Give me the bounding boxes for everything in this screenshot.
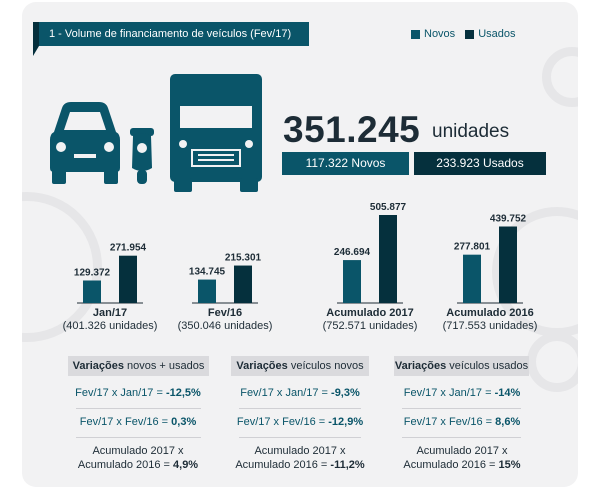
- row-separator: [239, 408, 361, 409]
- variation-value: 4,9%: [173, 459, 199, 471]
- variation-value: -9,3%: [331, 387, 360, 399]
- variation-row: [225, 444, 375, 472]
- variation-row: [225, 415, 375, 429]
- variation-text: Fev/17 x Jan/17 =: [240, 387, 332, 399]
- variations-header-rest: veículos usados: [446, 360, 529, 372]
- value-label-novos-acumulado-2017: 246.694: [333, 247, 371, 259]
- value-label-usados-jan-17: 271.954: [109, 242, 147, 254]
- variation-text: Acumulado 2016 =: [403, 459, 499, 471]
- variation-text: Fev/17 x Jan/17 =: [403, 387, 495, 399]
- bar-usados-fev-16: [234, 266, 252, 303]
- variation-row: [63, 386, 213, 400]
- legend-label-usados: Usados: [478, 28, 516, 40]
- value-label-novos-fev-16: 134.745: [188, 266, 226, 278]
- variations-header-rest: veículos novos: [287, 360, 364, 372]
- variation-row: [387, 415, 537, 429]
- variations-header: [394, 356, 529, 376]
- value-label-novos-acumulado-2016: 277.801: [453, 241, 491, 253]
- variation-row: [63, 444, 213, 472]
- variations-header-bold: Variações: [394, 360, 447, 372]
- variations-header-rest: novos + usados: [123, 360, 205, 372]
- variation-value: -12,9%: [328, 416, 364, 428]
- novos-total-box: 117.322 Novos: [282, 152, 409, 175]
- variations-header: [68, 356, 209, 376]
- group-subtitle-acumulado-2017: (752.571 unidades): [322, 320, 418, 332]
- variation-value: -11,2%: [330, 459, 365, 471]
- variation-text: Acumulado 2016 =: [77, 459, 174, 471]
- group-label-jan-17: Jan/17: [92, 307, 128, 319]
- total-units-label: unidades: [432, 121, 510, 142]
- group-subtitle-acumulado-2016: (717.553 unidades): [442, 320, 538, 332]
- variation-text: Acumulado 2017 x: [254, 445, 346, 457]
- variation-row: [387, 444, 537, 472]
- group-label-acumulado-2016: Acumulado 2016: [446, 307, 534, 319]
- row-separator: [402, 408, 521, 409]
- bar-usados-acumulado-2016: [499, 227, 517, 303]
- variation-value: -14%: [494, 387, 521, 399]
- variation-value: 15%: [498, 459, 521, 471]
- usados-total-box: 233.923 Usados: [414, 152, 546, 175]
- variations-header-bold: Variações: [72, 360, 124, 372]
- row-separator: [402, 437, 521, 438]
- variation-text-line2: [225, 458, 375, 472]
- variation-row: [387, 386, 537, 400]
- row-separator: [76, 408, 201, 409]
- variation-text: Fev/17 x Jan/17 =: [75, 387, 166, 399]
- variations-header-bold: Variações: [236, 360, 288, 372]
- row-separator: [239, 437, 361, 438]
- variation-text: Fev/17 x Fev/16 =: [236, 416, 329, 428]
- group-subtitle-fev-16: (350.046 unidades): [177, 320, 273, 332]
- chart-title: 1 - Volume de financiamento de veículos (Fev/17): [33, 22, 309, 46]
- variation-value: 0,3%: [171, 416, 197, 428]
- bar-usados-acumulado-2017: [379, 215, 397, 303]
- value-label-usados-acumulado-2016: 439.752: [489, 213, 527, 225]
- variation-text-line2: [63, 458, 213, 472]
- value-label-usados-acumulado-2017: 505.877: [369, 202, 407, 213]
- bar-novos-acumulado-2017: [343, 260, 361, 303]
- group-subtitle-jan-17: (401.326 unidades): [62, 320, 158, 332]
- variations-header: [231, 356, 369, 376]
- variation-text: Acumulado 2016 =: [235, 459, 331, 471]
- variation-text-line2: [387, 458, 537, 472]
- value-label-novos-jan-17: 129.372: [73, 267, 111, 279]
- variation-row: [63, 415, 213, 429]
- group-label-acumulado-2017: Acumulado 2017: [326, 307, 414, 319]
- legend-label-novos: Novos: [424, 28, 456, 40]
- bar-usados-jan-17: [119, 256, 137, 303]
- variation-value: -12,5%: [165, 387, 201, 399]
- total-units: 351.245: [283, 109, 421, 150]
- variation-row: [225, 386, 375, 400]
- row-separator: [76, 437, 201, 438]
- value-label-usados-fev-16: 215.301: [224, 252, 262, 264]
- variation-text: Fev/17 x Fev/16 =: [79, 416, 172, 428]
- variation-text: Acumulado 2017 x: [416, 445, 508, 457]
- bar-novos-jan-17: [83, 280, 101, 303]
- group-label-fev-16: Fev/16: [207, 307, 243, 319]
- variation-value: 8,6%: [495, 416, 521, 428]
- variation-text: Fev/17 x Fev/16 =: [403, 416, 496, 428]
- bar-novos-acumulado-2016: [463, 255, 481, 303]
- bar-novos-fev-16: [198, 280, 216, 303]
- variation-text: Acumulado 2017 x: [92, 445, 184, 457]
